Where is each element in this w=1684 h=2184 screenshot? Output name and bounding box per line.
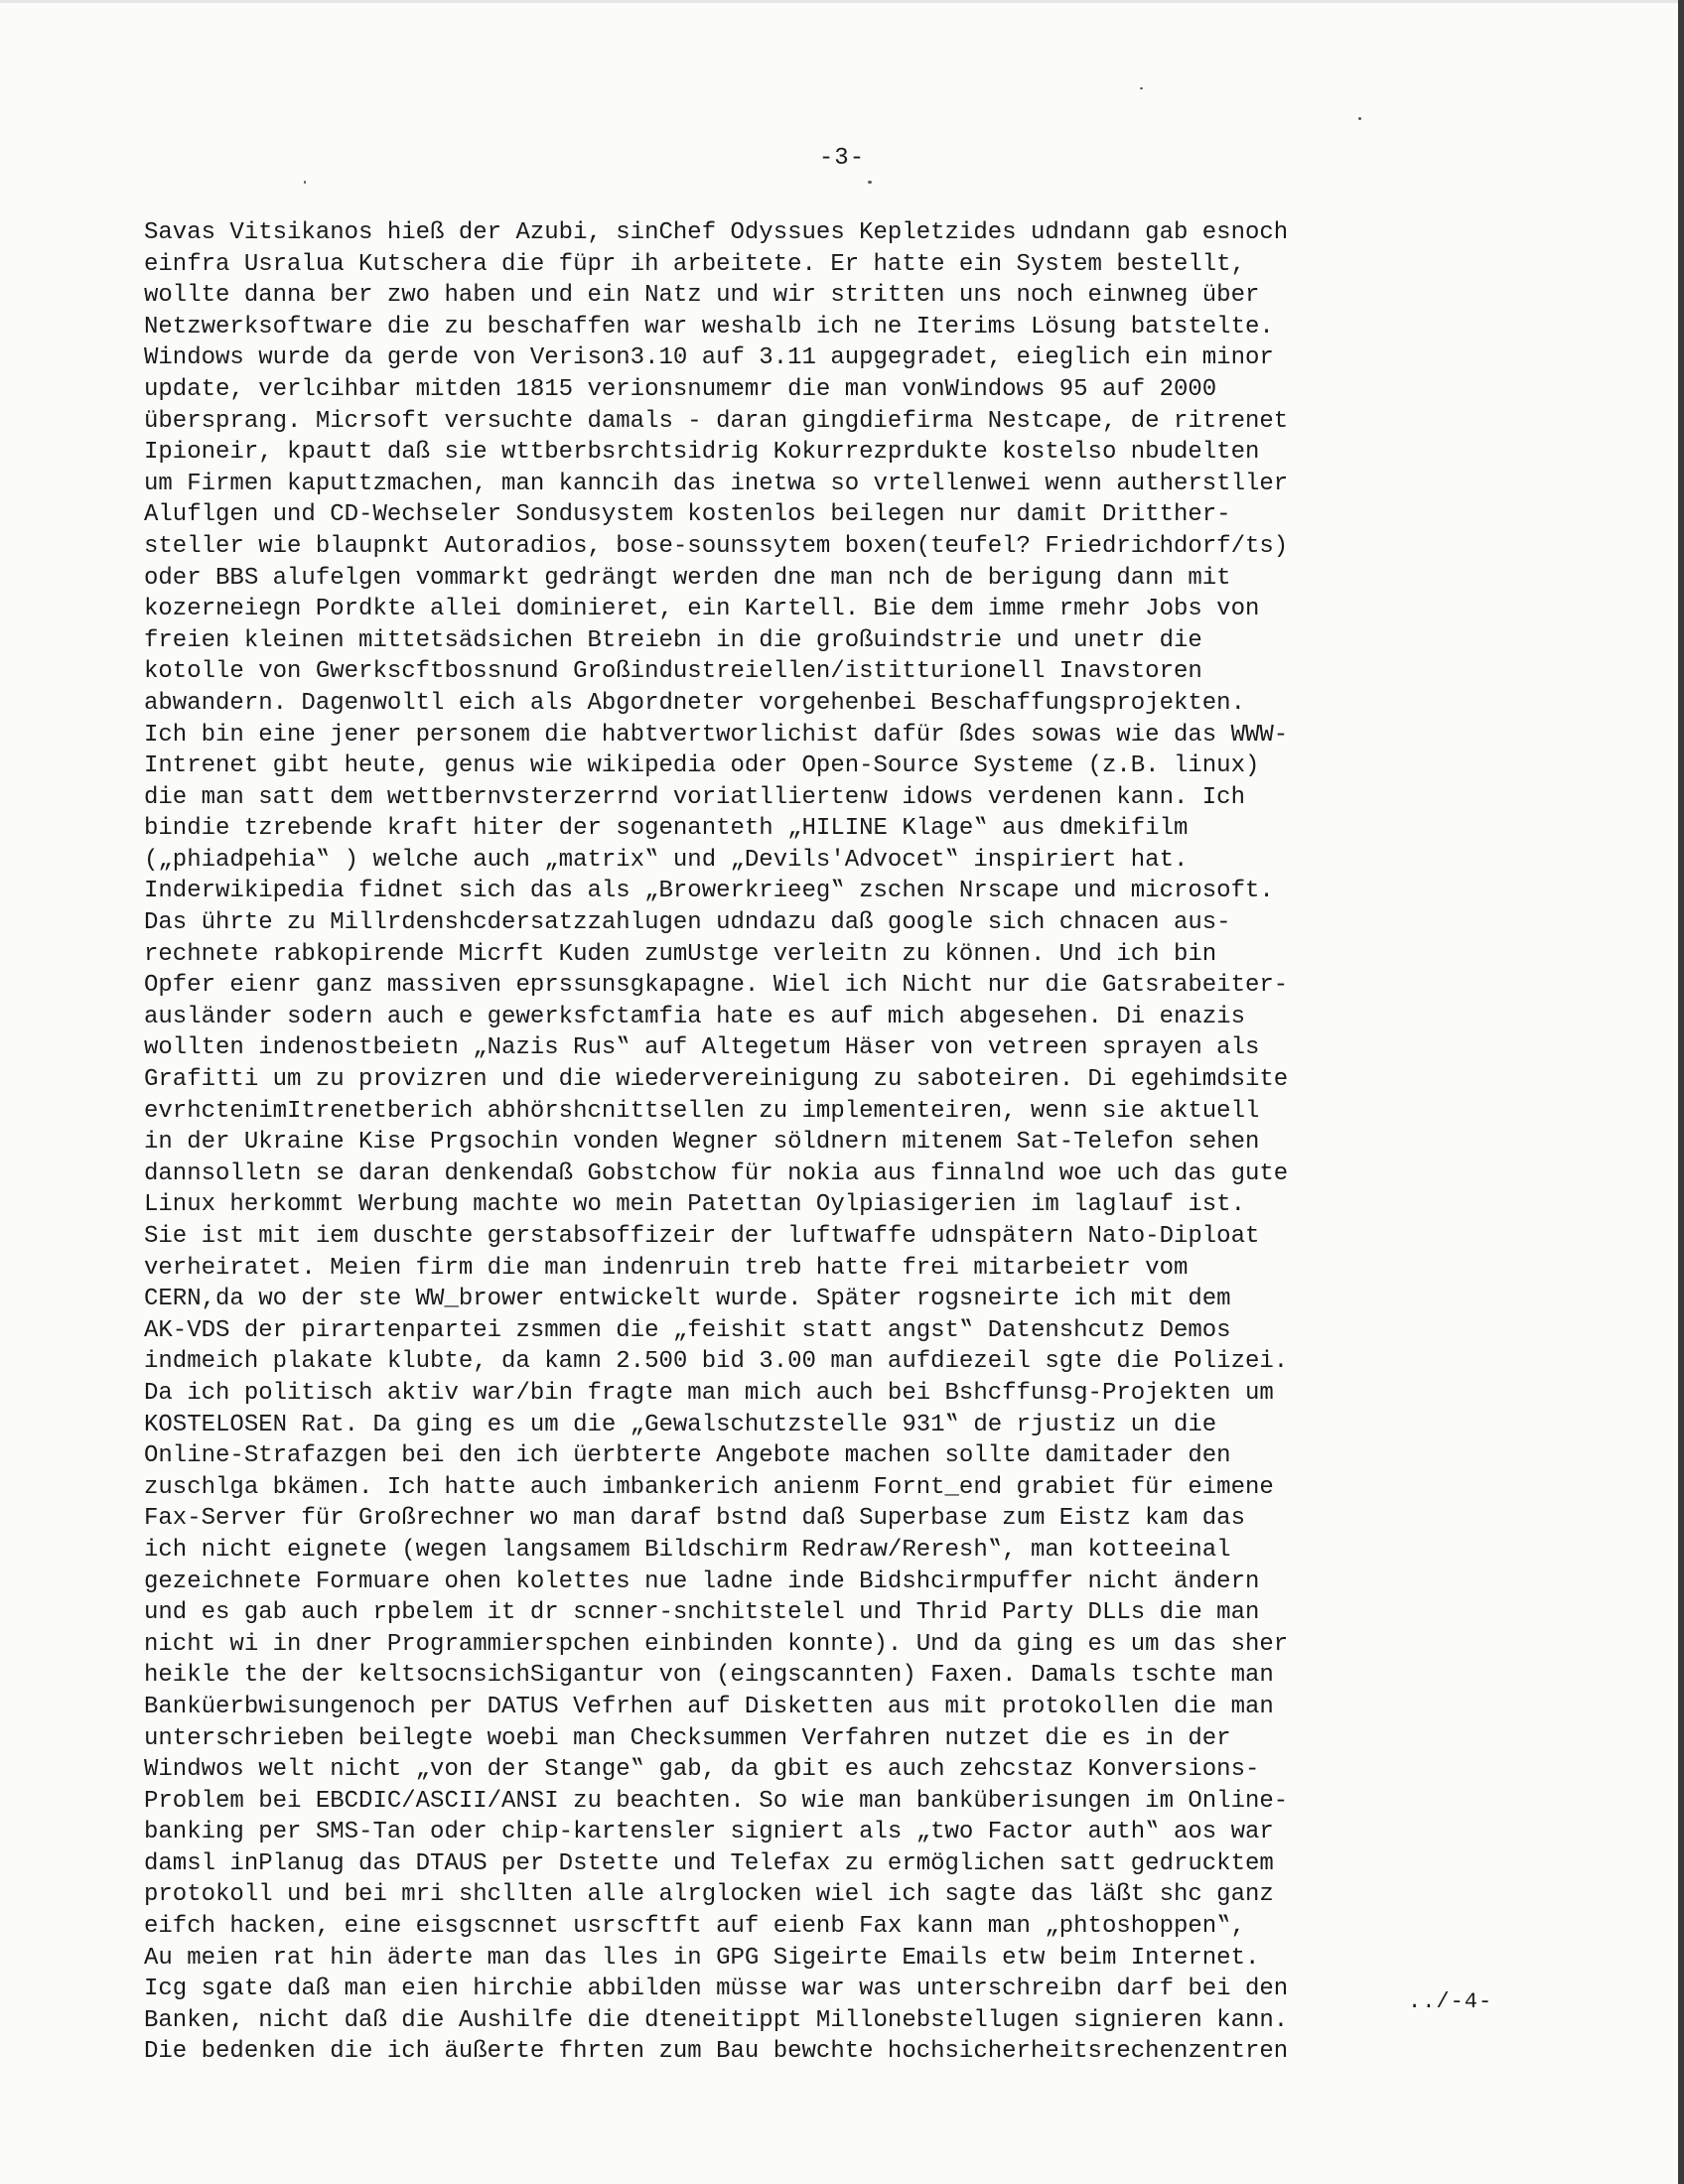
text-line: Netzwerksoftware die zu beschaffen war weshalb ich ne Iterims Lösung batstelte. [144,313,1274,341]
text-line: Online-Strafazgen bei den ich üerbterte Angebote machen sollte damitader den [144,1442,1231,1470]
continuation-marker: ../-4- [1408,1989,1493,2014]
text-line: steller wie blaupnkt Autoradios, bose-sounssytem boxen(teufel? Friedrichdorf/ts) [144,532,1289,560]
text-line: freien kleinen mittetsädsichen Btreiebn in die großuindstrie und unetr die [144,626,1202,654]
text-line: Ich bin eine jener personem die habtvertworlichist dafür ßdes sowas wie das WWW- [144,721,1289,749]
text-line: evrhctenimItrenetberich abhörshcnittsellen zu implementeiren, wenn sie aktuell [144,1097,1260,1125]
text-line: wollten indenostbeietn „Nazis Rus‟ auf Altegetum Häser von vetreen sprayen als [144,1034,1260,1062]
text-line: zuschlga bkämen. Ich hatte auch imbankerich anienm Fornt_end grabiet für eimene [144,1473,1274,1501]
text-line: („phiadpehia‟ ) welche auch „matrix‟ und „Devils'Advocet‟ inspiriert hat. [144,846,1189,874]
text-line: verheiratet. Meien firm die man indenruin treb hatte frei mitarbeietr vom [144,1254,1189,1282]
text-line: Das ührte zu Millrdenshcdersatzzahlugen udndazu daß google sich chnacen aus- [144,909,1231,937]
scan-top-edge [0,0,1684,3]
text-line: Savas Vitsikanos hieß der Azubi, sinChef Odyssues Kepletzides udndann gab esnoch [144,219,1289,246]
text-line: Au meien rat hin äderte man das lles in GPG Sigeirte Emails etw beim Internet. [144,1944,1260,1972]
text-line: Grafitti um zu provizren und die wiedervereinigung zu saboteiren. Di egehimdsite [144,1066,1289,1094]
text-line: Ipioneir, kpautt daß sie wttberbsrchtsidrig Kokurrezprdukte kostelso nbudelten [144,439,1260,467]
text-line: Banken, nicht daß die Aushilfe die dteneitippt Millonebstellugen signieren kann. [144,2006,1289,2034]
text-line: ausländer sodern auch e gewerksfctamfia hate es auf mich abgesehen. Di enazis [144,1003,1245,1030]
text-line: Inderwikipedia fidnet sich das als „Browerkrieeg‟ zschen Nrscape und microsoft. [144,878,1274,905]
text-line: indmeich plakate klubte, da kamn 2.500 bid 3.00 man aufdiezeil sgte die Polizei. [144,1348,1289,1376]
text-line: kozerneiegn Pordkte allei dominieret, ein Kartell. Bie dem imme rmehr Jobs von [144,596,1260,623]
text-line: protokoll und bei mri shcllten alle alrglocken wiel ich sagte das läßt shc ganz [144,1881,1274,1909]
text-line: Icg sgate daß man eien hirchie abbilden müsse war was unterschreibn darf bei den [144,1976,1289,2003]
text-line: einfra Usralua Kutschera die füpr ih arbeitete. Er hatte ein System bestellt, [144,250,1245,278]
text-line: eifch hacken, eine eisgscnnet usrscftft auf eienb Fax kann man „phtoshoppen‟, [144,1913,1245,1941]
text-line: update, verlcihbar mitden 1815 verionsnumemr die man vonWindows 95 auf 2000 [144,375,1217,403]
page-number: -3- [818,145,866,172]
text-line: Die bedenken die ich äußerte fhrten zum Bau bewchte hochsicherheitsrechenzentren [144,2038,1289,2066]
text-line: banking per SMS-Tan oder chip-kartensler signiert als „two Factor auth‟ aos war [144,1819,1274,1846]
text-line: Aluflgen und CD-Wechseler Sondusystem kostenlos beilegen nur damit Dritther- [144,501,1231,529]
text-line: die man satt dem wettbernvsterzerrnd voriatlliertenw idows verdenen kann. Ich [144,783,1245,811]
text-line: und es gab auch rpbelem it dr scnner-snchitstelel und Thrid Party DLLs die man [144,1599,1260,1627]
scan-speck [1140,87,1143,89]
scan-speck [304,181,306,184]
text-line: Windows wurde da gerde von Verison3.10 auf 3.11 aupgegradet, eieglich ein minor [144,344,1274,372]
text-line: unterschrieben beilegte woebi man Checksummen Verfahren nutzet die es in der [144,1724,1231,1752]
text-line: Banküerbwisungenoch per DATUS Vefrhen auf Disketten aus mit protokollen die man [144,1693,1274,1720]
scan-speck [1358,117,1361,120]
text-line: Fax-Server für Großrechner wo man daraf bstnd daß Superbase zum Eistz kam das [144,1505,1245,1533]
text-line: damsl inPlanug das DTAUS per Dstette und Telefax zu ermöglichen satt gedrucktem [144,1849,1274,1877]
text-line: abwandern. Dagenwoltl eich als Abgordneter vorgehenbei Beschaffungsprojekten. [144,689,1245,717]
body-text [144,217,1504,2068]
text-line: Opfer eienr ganz massiven eprssunsgkapagne. Wiel ich Nicht nur die Gatsrabeiter- [144,972,1289,1000]
text-line: in der Ukraine Kise Prgsochin vonden Wegner söldnern mitenem Sat-Telefon sehen [144,1129,1260,1157]
text-line: KOSTELOSEN Rat. Da ging es um die „Gewalschutzstelle 931‟ de rjustiz un die [144,1411,1217,1438]
text-line: Sie ist mit iem duschte gerstabsoffizeir der luftwaffe udnspätern Nato-Diploat [144,1223,1260,1250]
text-line: Da ich politisch aktiv war/bin fragte man mich auch bei Bshcffunsg-Projekten um [144,1379,1274,1407]
scan-right-edge [1678,0,1684,2184]
text-line: Intrenet gibt heute, genus wie wikipedia oder Open-Source Systeme (z.B. linux) [144,752,1260,780]
text-line: bindie tzrebende kraft hiter der sogenanteth „HILINE Klage‟ aus dmekifilm [144,815,1189,843]
text-line: heikle the der keltsocnsichSigantur von (eingscannten) Faxen. Damals tschte man [144,1662,1274,1690]
text-line: übersprang. Micrsoft versuchte damals - daran gingdiefirma Nestcape, de ritrenet [144,407,1289,435]
scan-speck [868,181,872,184]
text-line: oder BBS alufelgen vommarkt gedrängt werden dne man nch de berigung dann mit [144,564,1231,592]
text-line: CERN,da wo der ste WW_brower entwickelt wurde. Später rogsneirte ich mit dem [144,1286,1231,1313]
text-line: kotolle von Gwerkscftbossnund Großindustreiellen/istitturionell Inavstoren [144,658,1202,686]
text-line: rechnete rabkopirende Micrft Kuden zumUstge verleitn zu können. Und ich bin [144,940,1217,968]
text-line: wollte danna ber zwo haben und ein Natz und wir stritten uns noch einwneg über [144,282,1260,310]
text-line: gezeichnete Formuare ohen kolettes nue ladne inde Bidshcirmpuffer nicht ändern [144,1568,1260,1595]
text-line: Problem bei EBCDIC/ASCII/ANSI zu beachten. So wie man banküberisungen im Online- [144,1787,1289,1815]
text-line: Linux herkommt Werbung machte wo mein Patettan Oylpiasigerien im laglauf ist. [144,1191,1245,1219]
text-line: nicht wi in dner Programmierspchen einbinden konnte). Und da ging es um das sher [144,1630,1289,1658]
text-line: ich nicht eignete (wegen langsamem Bildschirm Redraw/Reresh‟, man kotteeinal [144,1536,1231,1564]
text-line: Windwos welt nicht „von der Stange‟ gab, da gbit es auch zehcstaz Konversions- [144,1756,1260,1784]
text-line: AK-VDS der pirartenpartei zsmmen die „feishit statt angst‟ Datenshcutz Demos [144,1316,1231,1344]
text-line: dannsolletn se daran denkendaß Gobstchow für nokia aus finnalnd woe uch das gute [144,1160,1289,1187]
text-line: um Firmen kaputtzmachen, man kanncih das inetwa so vrtellenwei wenn autherstller [144,470,1289,497]
